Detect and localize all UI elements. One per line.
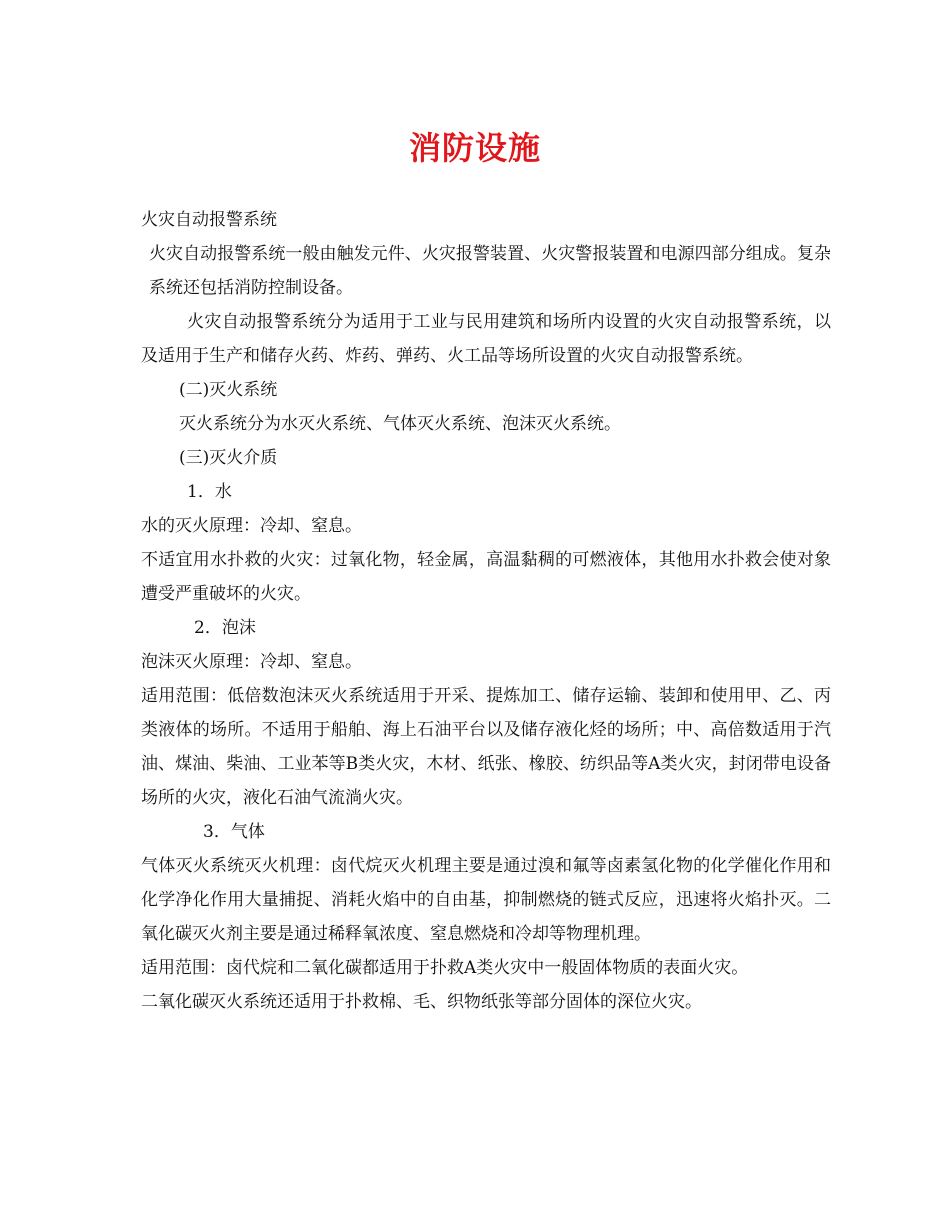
paragraph: 适用范围：低倍数泡沫灭火系统适用于开采、提炼加工、储存运输、装卸和使用甲、乙、丙类液体的场所。不适用于船舶、海上石油平台以及储存液化烃的场所；中、高倍数适用于汽油、煤油、柴油、工业苯等B类火灾，木材、纸张、橡胶、纺织品等A类火灾，封闭带电设备场所的火灾，液化石油气流淌火灾。: [141, 686, 831, 808]
subsection-heading: 2．泡沫: [194, 618, 256, 638]
section-heading: 火灾自动报警系统: [141, 210, 277, 230]
paragraph: 二氧化碳灭火系统还适用于扑救棉、毛、织物纸张等部分固体的深位火灾。: [141, 992, 702, 1012]
paragraph: 火灾自动报警系统分为适用于工业与民用建筑和场所内设置的火灾自动报警系统，以及适用于生产和储存火药、炸药、弹药、火工品等场所设置的火灾自动报警系统。: [141, 312, 831, 366]
paragraph: 水的灭火原理：冷却、窒息。: [141, 516, 362, 536]
subsection-heading: 1．水: [187, 482, 232, 502]
section-heading: (二)灭火系统: [179, 380, 278, 400]
document-body: [141, 203, 831, 1019]
paragraph: 气体灭火系统灭火机理：卤代烷灭火机理主要是通过溴和氟等卤素氢化物的化学催化作用和化学净化作用大量捕捉、消耗火焰中的自由基，抑制燃烧的链式反应，迅速将火焰扑灭。二氧化碳灭火剂主要是通过稀释氧浓度、窒息燃烧和冷却等物理机理。: [141, 856, 831, 944]
subsection-heading: 3．气体: [203, 822, 265, 842]
paragraph: 不适宜用水扑救的火灾：过氧化物，轻金属，高温黏稠的可燃液体，其他用水扑救会使对象遭受严重破坏的火灾。: [141, 550, 831, 604]
paragraph: 适用范围：卤代烷和二氧化碳都适用于扑救A类火灾中一般固体物质的表面火灾。: [141, 958, 749, 978]
paragraph: 火灾自动报警系统一般由触发元件、火灾报警装置、火灾警报装置和电源四部分组成。复杂系统还包括消防控制设备。: [149, 244, 831, 298]
paragraph: 灭火系统分为水灭火系统、气体灭火系统、泡沫灭火系统。: [179, 414, 621, 434]
paragraph: 泡沫灭火原理：冷却、窒息。: [141, 652, 362, 672]
section-heading: (三)灭火介质: [179, 448, 278, 468]
document-title: 消防设施: [408, 129, 541, 167]
